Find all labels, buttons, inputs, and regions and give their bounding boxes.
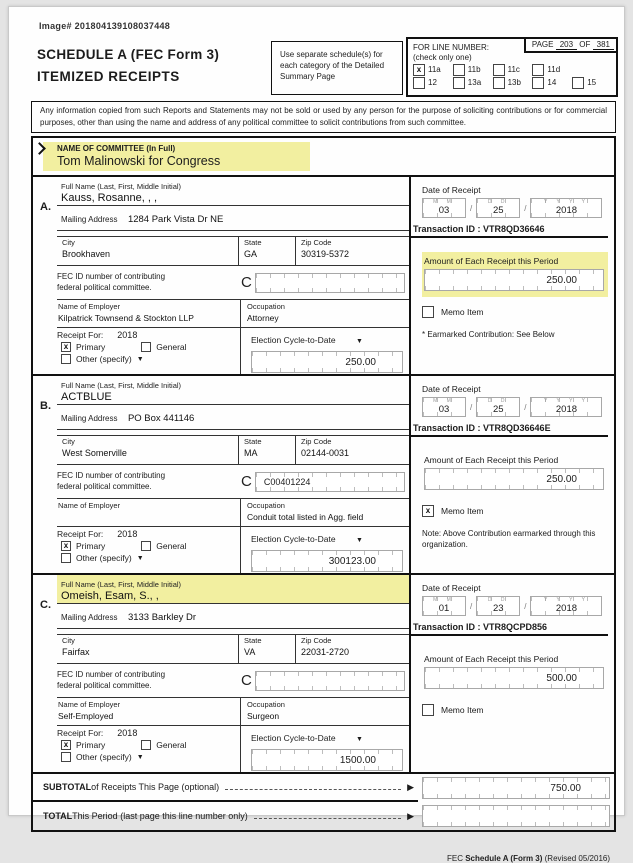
form-header — [31, 41, 616, 97]
primary-label: Primary — [76, 541, 106, 551]
date-of-receipt-label: Date of Receipt — [422, 185, 481, 195]
dd-hint: D D — [487, 597, 509, 603]
date-separator: / — [470, 601, 473, 611]
entry-c-letter: C. — [40, 599, 51, 611]
date-of-receipt-label: Date of Receipt — [422, 384, 481, 394]
line-14-checkbox — [532, 77, 544, 89]
entry-b-other-checkbox — [61, 553, 71, 563]
entry-b-primary-checkbox: x — [61, 541, 71, 551]
full-name-label: Full Name (Last, First, Middle Initial) — [61, 580, 182, 589]
entry-a-letter: A. — [40, 201, 51, 213]
date-separator: / — [524, 203, 527, 213]
occupation-label: Occupation — [247, 700, 285, 709]
entry-c-other-checkbox — [61, 752, 71, 762]
check-only-one-label: (check only one) — [413, 53, 472, 62]
entry-a-address-row — [57, 206, 409, 231]
line-number-checkboxes — [413, 63, 612, 89]
fec-id-label-1: FEC ID number of contributing — [57, 470, 166, 480]
entry-c-mailing-address: 3133 Barkley Dr — [127, 612, 197, 623]
entry-a — [33, 175, 614, 374]
cycle-to-date-label: Election Cycle-to-Date — [251, 335, 336, 345]
entry-a-cycle-amount: 250.00 — [251, 351, 403, 373]
entry-c-name-row — [57, 575, 409, 604]
transaction-id-label: Transaction ID : — [413, 224, 481, 234]
entry-c-receipt-year: 2018 — [117, 728, 138, 738]
entry-c-date-mm: 01 — [438, 603, 450, 614]
memo-item-label: Memo Item — [441, 506, 484, 516]
entry-a-employer: Kilpatrick Townsend & Stockton LLP — [58, 313, 194, 323]
subtotal-arrow-icon: ▶ — [407, 781, 414, 792]
entry-b-transaction-id-value: VTR8QD36646E — [483, 423, 551, 433]
entry-b-occupation: Conduit total listed in Agg. field — [247, 512, 364, 522]
other-label: Other (specify) — [76, 752, 132, 762]
dd-hint: D D — [487, 199, 509, 205]
entry-b-address-row — [57, 405, 409, 430]
mm-hint: M M — [433, 199, 455, 205]
line-14-label: 14 — [547, 78, 557, 87]
form-title — [37, 47, 219, 84]
amount-label: Amount of Each Receipt this Period — [424, 455, 559, 465]
zip-label: Zip Code — [301, 238, 332, 247]
entry-a-receipt-row — [57, 328, 409, 374]
committee-section — [33, 136, 614, 175]
for-line-number-label: FOR LINE NUMBER: — [413, 43, 490, 52]
entry-b-receipt-row — [57, 527, 409, 573]
entry-a-memo-checkbox — [422, 306, 434, 318]
entry-b-city: West Somerville — [62, 448, 127, 458]
entry-b-date-yyyy: 2018 — [555, 404, 578, 415]
zip-label: Zip Code — [301, 636, 332, 645]
entry-a-fec-id-row — [57, 266, 409, 300]
itemized-receipts-title: ITEMIZED RECEIPTS — [37, 69, 180, 84]
line-12-label: 12 — [428, 78, 437, 87]
date-separator: / — [524, 402, 527, 412]
other-dropdown-icon: ▼ — [136, 753, 144, 761]
mailing-address-label: Mailing Address — [61, 215, 118, 224]
line-11b-checkbox — [453, 64, 465, 76]
entry-b-letter: B. — [40, 400, 51, 412]
entry-b — [33, 374, 614, 573]
occupation-label: Occupation — [247, 501, 285, 510]
total-label-bold: TOTAL — [43, 811, 73, 821]
line-11b-label: 11b — [467, 65, 481, 74]
entry-b-state: MA — [244, 448, 258, 458]
entry-c-transaction-id — [411, 622, 608, 636]
city-label: City — [62, 636, 75, 645]
entry-a-primary-checkbox: x — [61, 342, 71, 352]
entry-a-full-name: Kauss, Rosanne, , , — [61, 192, 157, 204]
line-12-checkbox — [413, 77, 425, 89]
employer-label: Name of Employer — [58, 302, 121, 311]
fec-id-label-2: federal political committee. — [57, 680, 152, 690]
entry-a-amount-area — [422, 252, 608, 297]
subtotal-value: 750.00 — [422, 777, 610, 799]
date-separator: / — [470, 402, 473, 412]
schedule-title: SCHEDULE A (FEC Form 3) — [37, 47, 220, 62]
entry-b-amount-value: 250.00 — [424, 468, 604, 490]
fec-id-label-2: federal political committee. — [57, 282, 152, 292]
line-15-label: 15 — [587, 78, 597, 87]
other-label: Other (specify) — [76, 553, 132, 563]
line-13b-label: 13b — [507, 78, 521, 87]
mailing-address-label: Mailing Address — [61, 414, 118, 423]
yyyy-hint: Y Y Y Y — [543, 597, 589, 603]
mm-hint: M M — [433, 398, 455, 404]
employer-label: Name of Employer — [58, 700, 121, 709]
other-dropdown-icon: ▼ — [136, 355, 144, 363]
entry-b-date — [422, 397, 608, 417]
entry-c-address-row — [57, 604, 409, 629]
entry-a-city: Brookhaven — [62, 249, 111, 259]
entry-a-other-checkbox — [61, 354, 71, 364]
general-label: General — [156, 740, 187, 750]
entry-b-full-name: ACTBLUE — [61, 391, 112, 403]
cycle-to-date-label: Election Cycle-to-Date — [251, 733, 336, 743]
entry-a-memo — [422, 306, 608, 318]
entry-b-memo-checkbox: x — [422, 505, 434, 517]
entry-c-amount-value: 500.00 — [424, 667, 604, 689]
line-11a-label: 11a — [428, 65, 441, 74]
itemized-receipts-table — [31, 136, 616, 832]
cycle-dropdown-icon: ▼ — [356, 338, 363, 345]
fec-c-prefix: C — [241, 672, 252, 689]
other-dropdown-icon: ▼ — [136, 554, 144, 562]
yyyy-hint: Y Y Y Y — [543, 398, 589, 404]
entry-a-occupation: Attorney — [247, 313, 279, 323]
entry-a-general-checkbox — [141, 342, 151, 352]
entry-c-cycle-amount: 1500.00 — [251, 749, 403, 771]
entry-b-receipt-year: 2018 — [117, 529, 138, 539]
document-page — [8, 6, 625, 863]
date-separator: / — [524, 601, 527, 611]
entry-c-city-state-zip — [57, 634, 409, 664]
receipt-for-label: Receipt For: — [57, 728, 104, 738]
entry-b-note: Note: Above Contribution earmarked through this organization. — [422, 529, 596, 550]
fec-c-prefix: C — [241, 274, 252, 291]
committee-name-label: NAME OF COMMITTEE (In Full) — [57, 144, 176, 153]
entry-a-state: GA — [244, 249, 258, 259]
zip-label: Zip Code — [301, 437, 332, 446]
dd-hint: D D — [487, 398, 509, 404]
city-label: City — [62, 238, 75, 247]
line-11c-checkbox — [493, 64, 505, 76]
entry-b-name-row — [57, 376, 409, 405]
line-11d-label: 11d — [547, 65, 561, 74]
cycle-dropdown-icon: ▼ — [356, 736, 363, 743]
entry-c-primary-checkbox: x — [61, 740, 71, 750]
page-total: 381 — [593, 40, 614, 50]
entry-a-employer-row — [57, 300, 409, 328]
of-label: OF — [579, 40, 591, 49]
memo-item-label: Memo Item — [441, 705, 484, 715]
footer-revision: (Revised 05/2016) — [542, 854, 610, 863]
fec-id-label-1: FEC ID number of contributing — [57, 669, 166, 679]
yyyy-hint: Y Y Y Y — [543, 199, 589, 205]
entry-c-zip: 22031-2720 — [301, 647, 350, 657]
entry-b-general-checkbox — [141, 541, 151, 551]
totals-section — [33, 772, 614, 830]
committee-name-value: Tom Malinowski for Congress — [57, 154, 221, 168]
transaction-id-label: Transaction ID : — [413, 622, 481, 632]
cycle-dropdown-icon: ▼ — [356, 537, 363, 544]
general-label: General — [156, 541, 187, 551]
page-indicator — [524, 39, 616, 53]
state-label: State — [244, 437, 262, 446]
dotted-leader — [254, 818, 401, 819]
entry-c-general-checkbox — [141, 740, 151, 750]
full-name-label: Full Name (Last, First, Middle Initial) — [61, 182, 182, 191]
entry-c-amount-area — [422, 650, 608, 695]
other-label: Other (specify) — [76, 354, 132, 364]
entry-a-zip: 30319-5372 — [301, 249, 350, 259]
entry-b-employer-row — [57, 499, 409, 527]
total-label: This Period (last page this line number only) — [72, 811, 248, 821]
primary-label: Primary — [76, 342, 106, 352]
line-11c-label: 11c — [507, 65, 520, 74]
entry-c-city: Fairfax — [62, 647, 90, 657]
entry-b-zip: 02144-0031 — [301, 448, 350, 458]
line-13a-checkbox — [453, 77, 465, 89]
entry-a-fec-id-value — [255, 273, 405, 293]
footer-form-name: Schedule A (Form 3) — [465, 854, 543, 863]
entry-c — [33, 573, 614, 772]
entry-a-receipt-year: 2018 — [117, 330, 138, 340]
entry-b-cycle-amount: 300123.00 — [251, 550, 403, 572]
entry-a-mailing-address: 1284 Park Vista Dr NE — [127, 214, 224, 225]
image-number: Image# 201804139108037448 — [39, 21, 171, 31]
entry-a-city-state-zip — [57, 236, 409, 266]
dotted-leader — [225, 789, 401, 790]
entry-c-receipt-row — [57, 726, 409, 772]
line-15-checkbox — [572, 77, 584, 89]
memo-item-label: Memo Item — [441, 307, 484, 317]
state-label: State — [244, 238, 262, 247]
entry-c-transaction-id-value: VTR8QCPD856 — [483, 622, 548, 632]
footer-prefix: FEC — [446, 854, 466, 863]
state-label: State — [244, 636, 262, 645]
transaction-id-label: Transaction ID : — [413, 423, 481, 433]
mailing-address-label: Mailing Address — [61, 613, 118, 622]
entry-a-date-mm: 03 — [438, 205, 450, 216]
fec-id-label-1: FEC ID number of contributing — [57, 271, 166, 281]
entry-c-memo-checkbox — [422, 704, 434, 716]
amount-label: Amount of Each Receipt this Period — [424, 654, 559, 664]
page-label: PAGE — [531, 40, 554, 49]
entry-b-memo — [422, 505, 608, 517]
entry-c-employer: Self-Employed — [58, 711, 114, 721]
entry-a-transaction-id — [411, 224, 608, 238]
entry-b-mailing-address: PO Box 441146 — [127, 413, 195, 424]
entry-a-transaction-id-value: VTR8QD36646 — [483, 224, 545, 234]
entry-c-memo — [422, 704, 608, 716]
subtotal-label-bold: SUBTOTAL — [43, 782, 92, 792]
instruction-box: Use separate schedule(s) for each category of the Detailed Summary Page — [271, 41, 403, 95]
entry-b-fec-id-value: C00401224 — [255, 472, 405, 492]
subtotal-label: of Receipts This Page (optional) — [91, 782, 220, 792]
line-11a-checkbox: x — [413, 64, 425, 76]
disclaimer-text: Any information copied from such Reports and Statements may not be sold or used by any person for the purpose of soliciting contributions or for commercial purposes, other than using the name and address of any political committee to solicit contributions from such committee. — [31, 101, 616, 133]
general-label: General — [156, 342, 187, 352]
entry-c-date-yyyy: 2018 — [555, 603, 578, 614]
entry-a-date — [422, 198, 608, 218]
committee-highlight — [43, 142, 310, 171]
entry-b-transaction-id — [411, 423, 608, 437]
entry-c-employer-row — [57, 698, 409, 726]
entry-b-city-state-zip — [57, 435, 409, 465]
line-13a-label: 13a — [467, 78, 482, 87]
entry-a-name-row — [57, 177, 409, 206]
occupation-label: Occupation — [247, 302, 285, 311]
fec-c-prefix: C — [241, 473, 252, 490]
page-number: 203 — [556, 40, 577, 50]
total-value — [422, 805, 610, 827]
city-label: City — [62, 437, 75, 446]
employer-label: Name of Employer — [58, 501, 121, 510]
entry-c-state: VA — [244, 647, 256, 657]
line-13b-checkbox — [493, 77, 505, 89]
entry-c-date — [422, 596, 608, 616]
receipt-for-label: Receipt For: — [57, 529, 104, 539]
cycle-to-date-label: Election Cycle-to-Date — [251, 534, 336, 544]
form-footer — [31, 854, 610, 863]
amount-label: Amount of Each Receipt this Period — [424, 256, 559, 266]
date-of-receipt-label: Date of Receipt — [422, 583, 481, 593]
subtotal-row — [33, 774, 614, 802]
total-row — [33, 802, 614, 830]
entry-c-fec-id-value — [255, 671, 405, 691]
entry-c-occupation: Surgeon — [247, 711, 280, 721]
total-arrow-icon: ▶ — [407, 810, 414, 821]
primary-label: Primary — [76, 740, 106, 750]
date-separator: / — [470, 203, 473, 213]
entry-b-date-mm: 03 — [438, 404, 450, 415]
entry-c-fec-id-row — [57, 664, 409, 698]
mm-hint: M M — [433, 597, 455, 603]
entry-a-amount-value: 250.00 — [424, 269, 604, 291]
entry-a-date-dd: 25 — [492, 205, 504, 216]
entry-b-fec-id-row — [57, 465, 409, 499]
entry-b-amount-area — [422, 451, 608, 496]
full-name-label: Full Name (Last, First, Middle Initial) — [61, 381, 182, 390]
entry-c-full-name: Omeish, Esam, S., , — [61, 590, 159, 602]
receipt-for-label: Receipt For: — [57, 330, 104, 340]
entry-c-date-dd: 23 — [492, 603, 504, 614]
fec-id-label-2: federal political committee. — [57, 481, 152, 491]
entry-a-date-yyyy: 2018 — [555, 205, 578, 216]
entry-a-note: * Earmarked Contribution: See Below — [422, 330, 555, 339]
entry-b-date-dd: 25 — [492, 404, 504, 415]
line-number-box — [406, 37, 618, 97]
line-11d-checkbox — [532, 64, 544, 76]
